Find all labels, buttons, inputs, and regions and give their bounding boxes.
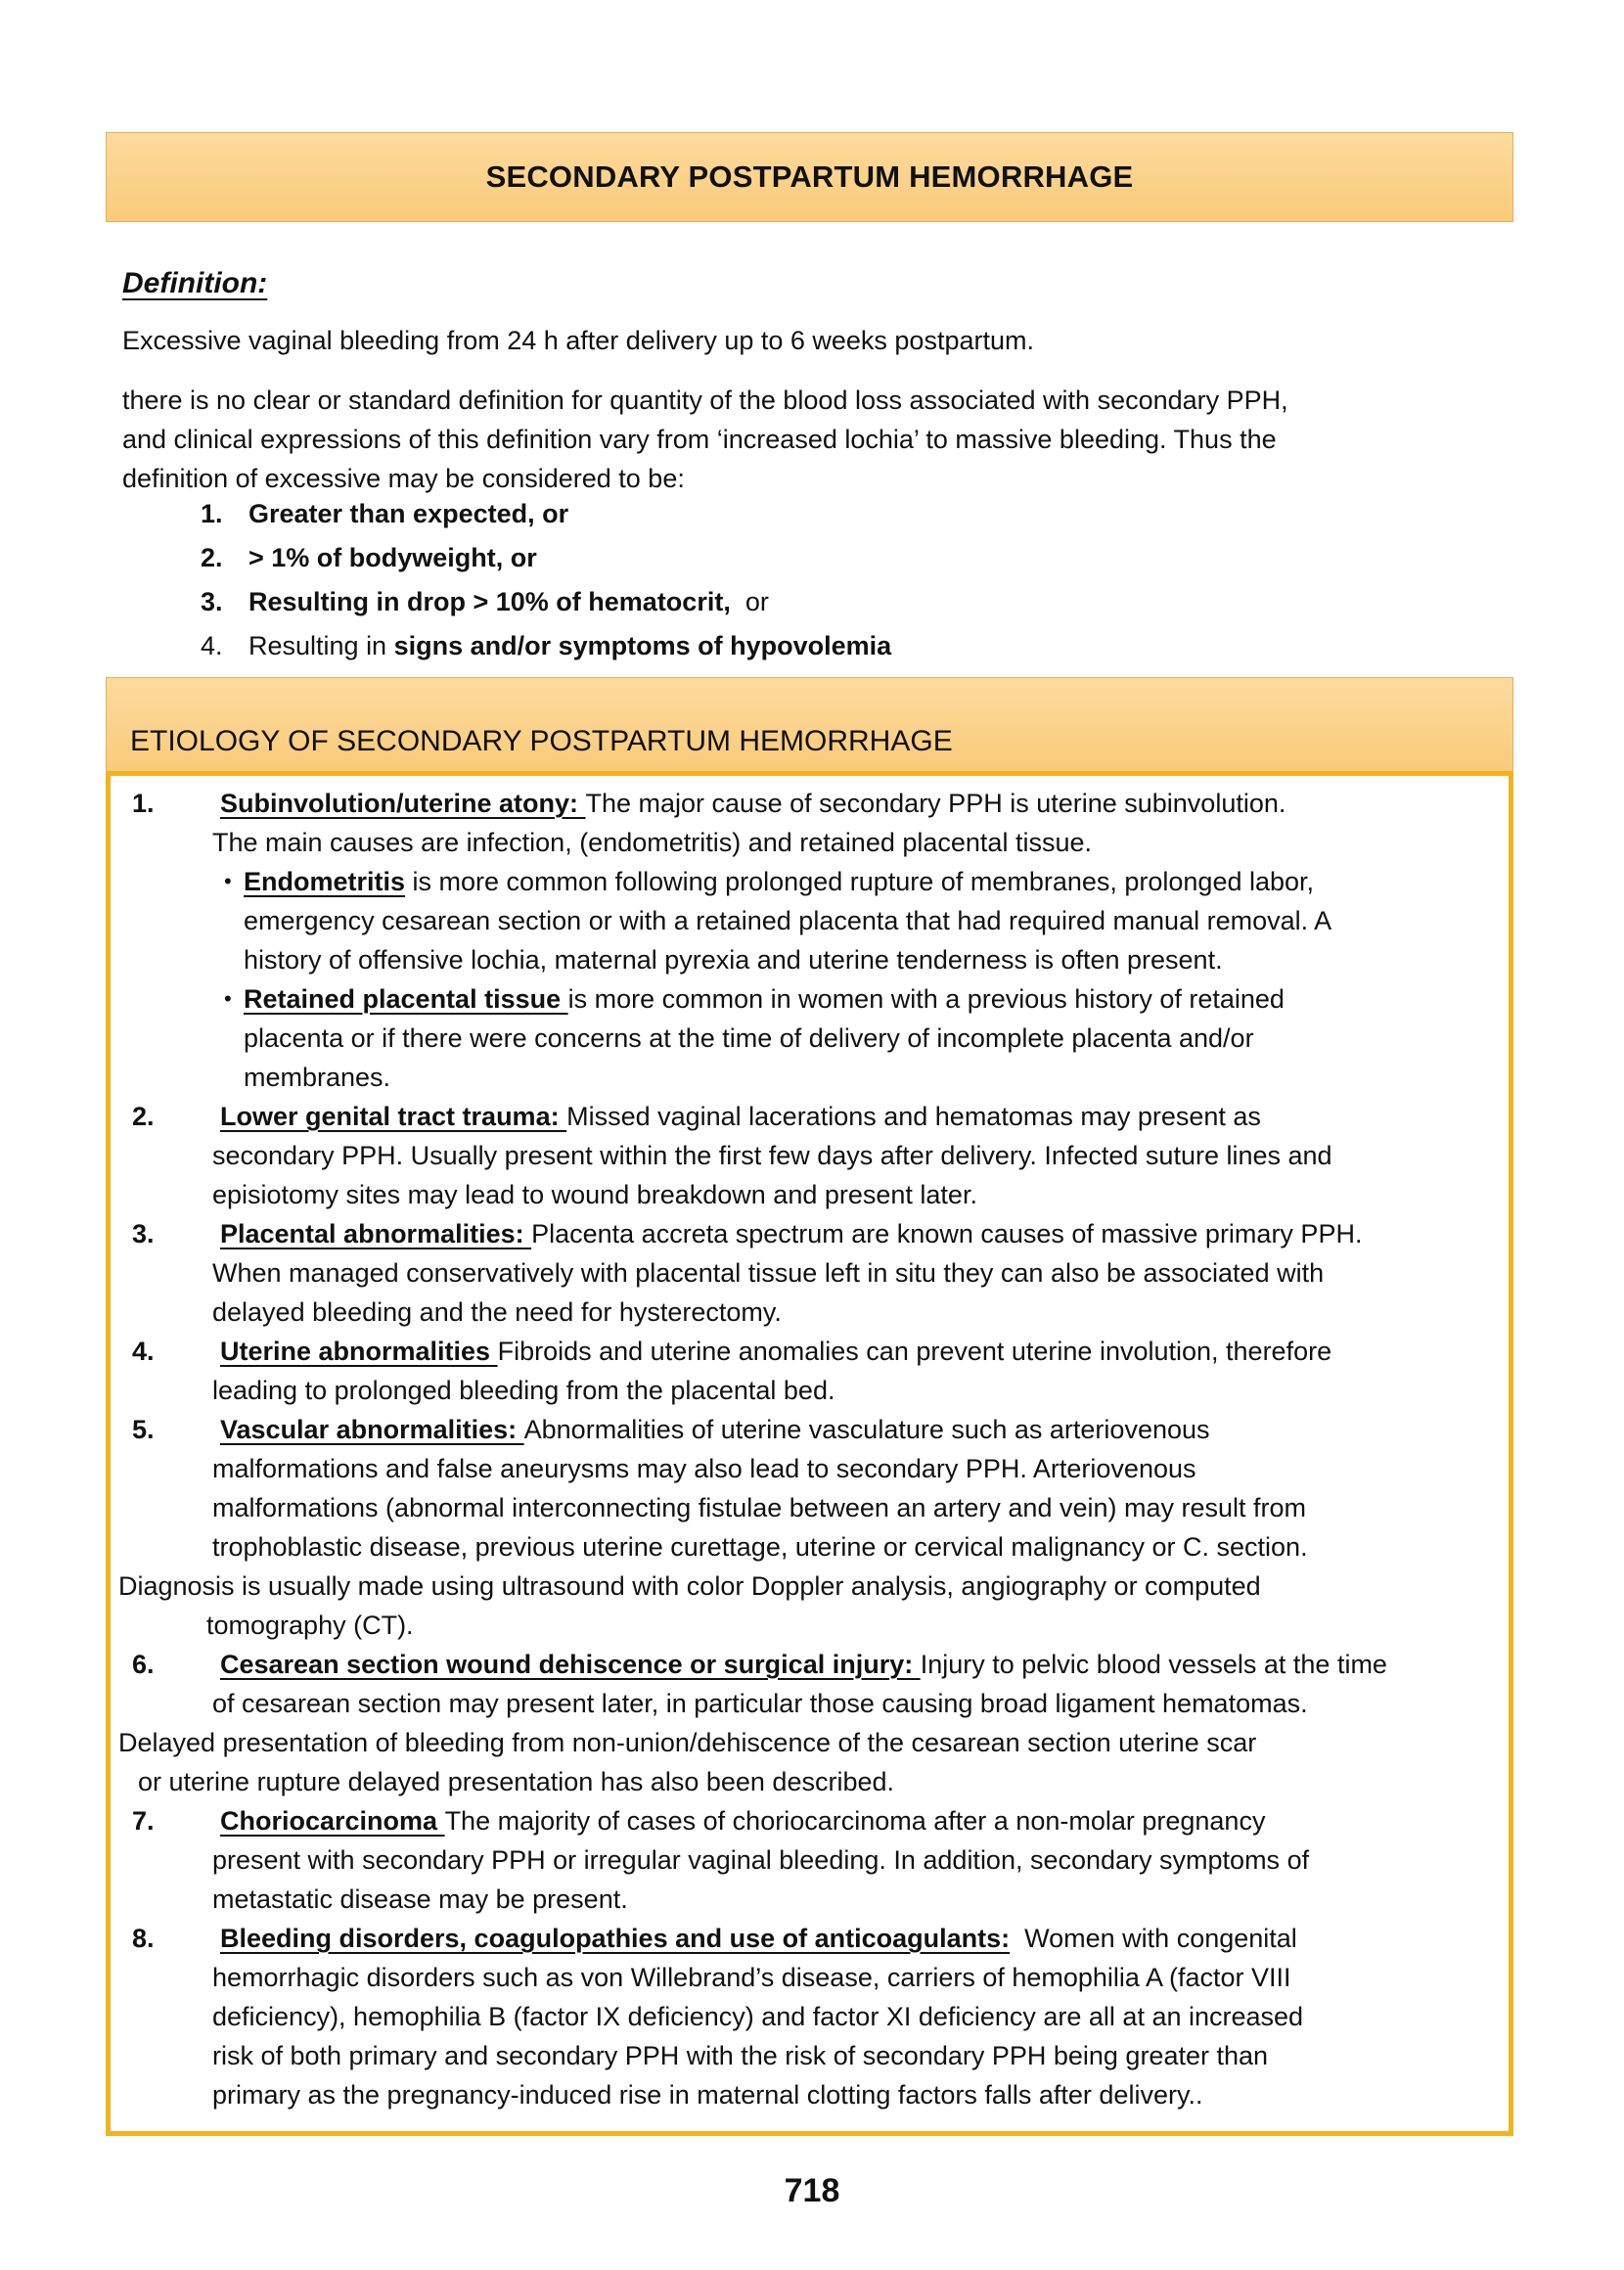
text-run: Women with congenital bbox=[1010, 1924, 1297, 1953]
list-number: 1. bbox=[132, 789, 155, 818]
list-number: 3. bbox=[201, 587, 223, 616]
text-run: is more common following prolonged rupture of membranes, prolonged labor, bbox=[405, 867, 1315, 896]
definition-paragraph-line: and clinical expressions of this definition vary from ‘increased lochia’ to massive bleeding. Thus the bbox=[122, 425, 1277, 454]
etiology-line bbox=[111, 1058, 1509, 1097]
text-run: placenta or if there were concerns at the time of delivery of incomplete placenta and/or bbox=[244, 1023, 1254, 1053]
etiology-line bbox=[111, 1136, 1509, 1175]
text-run: Delayed presentation of bleeding from non-union/dehiscence of the cesarean section uterine scar bbox=[118, 1728, 1257, 1757]
bullet-icon: • bbox=[224, 986, 232, 1011]
etiology-line bbox=[111, 1840, 1509, 1880]
etiology-line bbox=[111, 823, 1509, 862]
definition-list-item bbox=[201, 580, 891, 624]
text-run: Greater than expected, or bbox=[248, 499, 569, 528]
etiology-line bbox=[111, 1645, 1509, 1684]
page-title: SECONDARY POSTPARTUM HEMORRHAGE bbox=[485, 159, 1134, 194]
bullet-icon: • bbox=[224, 869, 232, 893]
list-number: 3. bbox=[132, 1219, 155, 1248]
definition-list-item bbox=[201, 492, 891, 536]
etiology-line bbox=[111, 1958, 1509, 1997]
etiology-line bbox=[111, 1332, 1509, 1371]
etiology-line bbox=[111, 1723, 1509, 1762]
text-run: Fibroids and uterine anomalies can prevent uterine involution, therefore bbox=[497, 1337, 1332, 1366]
etiology-line bbox=[111, 979, 1509, 1019]
etiology-list bbox=[106, 771, 1513, 2136]
definition-paragraph-2 bbox=[122, 381, 1288, 498]
text-run: malformations and false aneurysms may also lead to secondary PPH. Arteriovenous bbox=[212, 1454, 1196, 1483]
list-number: 1. bbox=[201, 499, 223, 528]
text-run: or bbox=[730, 587, 769, 616]
list-number: 2. bbox=[201, 543, 223, 572]
definition-paragraph-line: there is no clear or standard definition for quantity of the blood loss associated with secondary PPH, bbox=[122, 386, 1288, 415]
list-number: 6. bbox=[132, 1650, 155, 1679]
etiology-banner bbox=[106, 677, 1513, 772]
text-run: malformations (abnormal interconnecting fistulae between an artery and vein) may result from bbox=[212, 1493, 1307, 1522]
text-run: Resulting in drop > 10% of hematocrit, bbox=[248, 587, 731, 616]
list-number: 8. bbox=[132, 1924, 155, 1953]
etiology-line bbox=[111, 1566, 1509, 1606]
text-run: secondary PPH. Usually present within the first few days after delivery. Infected suture lines and bbox=[212, 1141, 1332, 1170]
definition-list bbox=[201, 492, 891, 668]
etiology-line bbox=[111, 2036, 1509, 2075]
etiology-line bbox=[111, 1214, 1509, 1253]
text-run: episiotomy sites may lead to wound breakdown and present later. bbox=[212, 1180, 977, 1209]
text-run: The main causes are infection, (endometritis) and retained placental tissue. bbox=[212, 828, 1092, 857]
text-run: metastatic disease may be present. bbox=[212, 1884, 628, 1914]
text-run: deficiency), hemophilia B (factor IX deficiency) and factor XI deficiency are all at an increased bbox=[212, 2002, 1304, 2031]
etiology-line bbox=[111, 1253, 1509, 1293]
etiology-line bbox=[111, 862, 1509, 901]
etiology-line bbox=[111, 1019, 1509, 1058]
etiology-line bbox=[111, 1097, 1509, 1136]
etiology-line bbox=[111, 1997, 1509, 2036]
etiology-line bbox=[111, 1880, 1509, 1919]
text-run: Endometritis bbox=[244, 867, 406, 896]
definition-paragraph-1: Excessive vaginal bleeding from 24 h after delivery up to 6 weeks postpartum. bbox=[122, 326, 1034, 355]
text-run: present with secondary PPH or irregular vaginal bleeding. In addition, secondary symptoms of bbox=[212, 1845, 1310, 1875]
list-number: 4. bbox=[132, 1337, 155, 1366]
text-run: Diagnosis is usually made using ultrasound with color Doppler analysis, angiography or computed bbox=[118, 1571, 1261, 1601]
definition-list-item bbox=[201, 624, 891, 668]
text-run: or uterine rupture delayed presentation has also been described. bbox=[138, 1767, 895, 1796]
text-run: tomography (CT). bbox=[206, 1611, 414, 1640]
list-number: 7. bbox=[132, 1806, 155, 1836]
text-run: When managed conservatively with placental tissue left in situ they can also be associated with bbox=[212, 1258, 1325, 1288]
text-run: Injury to pelvic blood vessels at the time bbox=[920, 1650, 1387, 1679]
text-run: trophoblastic disease, previous uterine curettage, uterine or cervical malignancy or C. section. bbox=[212, 1532, 1308, 1562]
etiology-line bbox=[111, 1488, 1509, 1527]
text-run: emergency cesarean section or with a retained placenta that had required manual removal. A bbox=[244, 906, 1332, 935]
text-run: > 1% of bodyweight, or bbox=[248, 543, 537, 572]
etiology-line bbox=[111, 1175, 1509, 1214]
etiology-line bbox=[111, 1606, 1509, 1645]
text-run: Bleeding disorders, coagulopathies and use of anticoagulants: bbox=[220, 1924, 1011, 1953]
etiology-line bbox=[111, 1449, 1509, 1488]
etiology-line bbox=[111, 1410, 1509, 1449]
etiology-line bbox=[111, 901, 1509, 940]
list-number: 4. bbox=[201, 631, 223, 660]
text-run: is more common in women with a previous history of retained bbox=[567, 984, 1285, 1014]
text-run: Placental abnormalities: bbox=[220, 1219, 532, 1248]
text-run: delayed bleeding and the need for hysterectomy. bbox=[212, 1297, 782, 1327]
definition-list-item bbox=[201, 536, 891, 580]
etiology-line bbox=[111, 1762, 1509, 1801]
text-run: Cesarean section wound dehiscence or surgical injury: bbox=[220, 1650, 921, 1679]
text-run: of cesarean section may present later, in particular those causing broad ligament hematomas. bbox=[212, 1689, 1308, 1718]
etiology-line bbox=[111, 1527, 1509, 1566]
text-run: primary as the pregnancy-induced rise in maternal clotting factors falls after delivery.. bbox=[212, 2080, 1203, 2110]
text-run: Choriocarcinoma bbox=[220, 1806, 445, 1836]
list-number: 2. bbox=[132, 1102, 155, 1131]
etiology-line bbox=[111, 940, 1509, 979]
etiology-line bbox=[111, 1919, 1509, 1958]
etiology-line bbox=[111, 1801, 1509, 1840]
etiology-banner-label: ETIOLOGY OF SECONDARY POSTPARTUM HEMORRHAGE bbox=[130, 725, 953, 757]
list-number: 5. bbox=[132, 1415, 155, 1444]
definition-paragraph-line: definition of excessive may be considered to be: bbox=[122, 464, 685, 493]
text-run: Subinvolution/uterine atony: bbox=[220, 789, 586, 818]
text-run: Lower genital tract trauma: bbox=[220, 1102, 567, 1131]
text-run: membranes. bbox=[244, 1063, 391, 1092]
text-run: Vascular abnormalities: bbox=[220, 1415, 524, 1444]
etiology-line bbox=[111, 1684, 1509, 1723]
definition-heading: Definition: bbox=[122, 267, 268, 299]
text-run: Abnormalities of uterine vasculature such as arteriovenous bbox=[523, 1415, 1210, 1444]
text-run: Resulting in bbox=[248, 631, 394, 660]
etiology-line bbox=[111, 784, 1509, 823]
text-run: The major cause of secondary PPH is uterine subinvolution. bbox=[585, 789, 1286, 818]
text-run: leading to prolonged bleeding from the placental bed. bbox=[212, 1376, 835, 1405]
text-run: Uterine abnormalities bbox=[220, 1337, 498, 1366]
page-number: 718 bbox=[784, 2172, 840, 2209]
text-run: Placenta accreta spectrum are known causes of massive primary PPH. bbox=[531, 1219, 1363, 1248]
text-run: The majority of cases of choriocarcinoma after a non-molar pregnancy bbox=[444, 1806, 1266, 1836]
etiology-line bbox=[111, 1293, 1509, 1332]
text-run: Missed vaginal lacerations and hematomas may present as bbox=[566, 1102, 1261, 1131]
etiology-line bbox=[111, 2075, 1509, 2114]
text-run: Retained placental tissue bbox=[244, 984, 568, 1014]
title-banner bbox=[106, 132, 1513, 222]
etiology-line bbox=[111, 1371, 1509, 1410]
text-run: history of offensive lochia, maternal pyrexia and uterine tenderness is often present. bbox=[244, 945, 1223, 975]
text-run: signs and/or symptoms of hypovolemia bbox=[393, 631, 892, 660]
text-run: hemorrhagic disorders such as von Willebrand’s disease, carriers of hemophilia A (factor VIII bbox=[212, 1963, 1291, 1992]
text-run: risk of both primary and secondary PPH with the risk of secondary PPH being greater than bbox=[212, 2041, 1269, 2070]
